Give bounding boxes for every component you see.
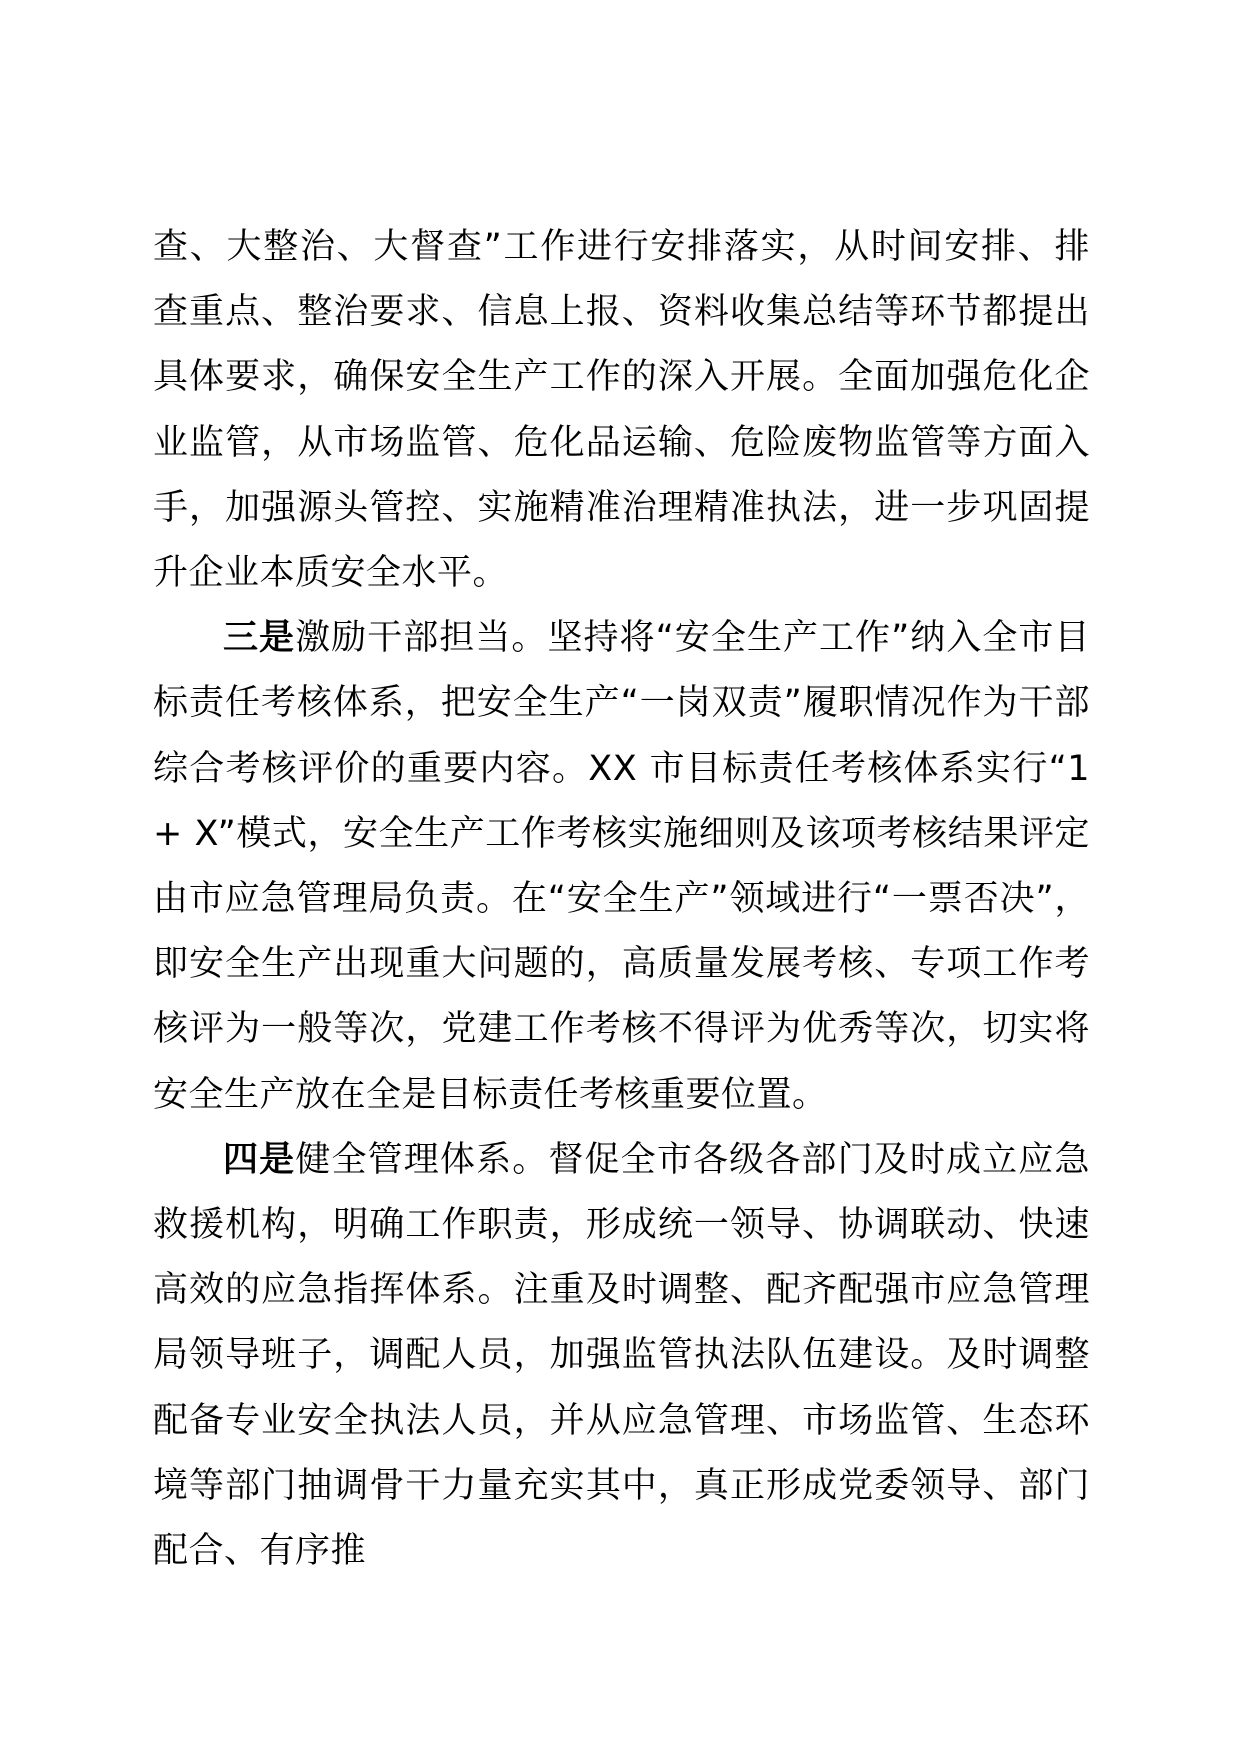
paragraph-text: 查、大整治、大督查”工作进行安排落实，从时间安排、排查重点、整治要求、信息上报、资料收集总结等环节都提出具体要求，确保安全生产工作的深入开展。全面加强危化企业监管，从市场监管、危化品运输、危险废物监管等方面入手，加强源头管控、实施精准治理精准执法，进一步巩固提升企业本质安全水平。 xyxy=(153,227,1090,594)
paragraph-lead: 三是 xyxy=(223,618,296,659)
paragraph-lead: 四是 xyxy=(223,1139,296,1180)
paragraph-item-three xyxy=(153,606,1090,1128)
paragraph-continuation xyxy=(153,215,1090,606)
document-body xyxy=(153,215,1090,1584)
paragraph-item-four xyxy=(153,1128,1090,1584)
paragraph-text: 健全管理体系。督促全市各级各部门及时成立应急救援机构，明确工作职责，形成统一领导、协调联动、快速高效的应急指挥体系。注重及时调整、配齐配强市应急管理局领导班子，调配人员，加强监管执法队伍建设。及时调整配备专业安全执法人员，并从应急管理、市场监管、生态环境等部门抽调骨干力量充实其中，真正形成党委领导、部门配合、有序推 xyxy=(153,1139,1090,1572)
paragraph-text: 激励干部担当。坚持将“安全生产工作”纳入全市目标责任考核体系，把安全生产“一岗双责”履职情况作为干部综合考核评价的重要内容。XX 市目标责任考核体系实行“1 + X”模式，安全生产工作考核实施细则及该项考核结果评定由市应急管理局负责。在“安全生产”领域进行“一票否决”，即安全生产出现重大问题的，高质量发展考核、专项工作考核评为一般等次，党建工作考核不得评为优秀等次，切实将安全生产放在全是目标责任考核重要位置。 xyxy=(153,618,1090,1115)
